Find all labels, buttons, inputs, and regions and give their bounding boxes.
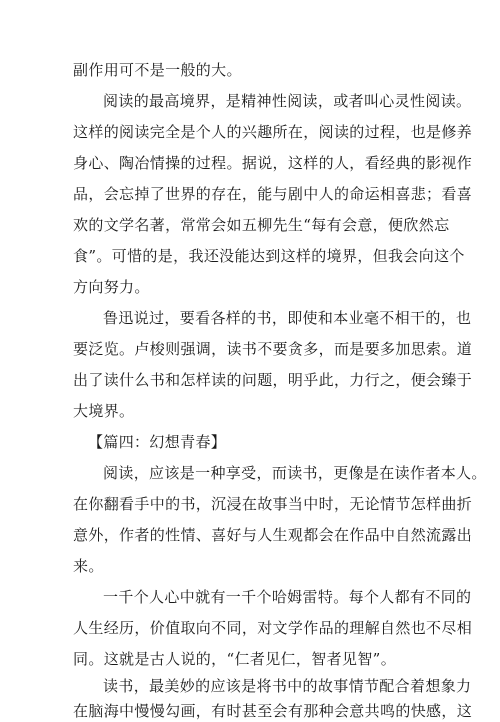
text-line: 方向努力。 — [73, 278, 150, 296]
text-line: 在脑海中慢慢勾画，有时甚至会有那种会意共鸣的快感，这 — [73, 702, 473, 720]
text-line: 鲁迅说过，要看各样的书，即使和本业毫不相干的，也 — [103, 309, 472, 327]
text-line: 同。这就是古人说的，“仁者见仁，智者见智”。 — [73, 650, 397, 668]
text-line: 这样的阅读完全是个人的兴趣所在，阅读的过程，也是修养 — [73, 123, 473, 141]
text-line: 出了读什么书和怎样读的问题，明乎此，力行之，便会臻于 — [73, 371, 473, 389]
text-line: 阅读，应该是一种享受，而读书，更像是在读作者本人。 — [103, 464, 487, 482]
text-line: 来。 — [73, 557, 104, 575]
section-heading: 【篇四：幻想青春】 — [88, 433, 227, 451]
text-line: 在你翻看手中的书，沉浸在故事当中时，无论情节怎样曲折 — [73, 495, 473, 513]
text-line: 食”。可惜的是，我还没能达到这样的境界，但我会向这个 — [73, 247, 465, 265]
text-line: 大境界。 — [73, 402, 135, 420]
text-line: 品，会忘掉了世界的存在，能与剧中人的命运相喜悲；看喜 — [73, 185, 473, 203]
text-line: 要泛览。卢梭则强调，读书不要贪多，而是要多加思索。道 — [73, 340, 473, 358]
text-line: 意外，作者的性情、喜好与人生观都会在作品中自然流露出 — [73, 526, 473, 544]
text-line: 读书，最美妙的应该是将书中的故事情节配合着想象力 — [103, 677, 472, 695]
text-line: 欢的文学名著，常常会如五柳先生“每有会意，便欣然忘 — [73, 216, 450, 234]
text-line: 副作用可不是一般的大。 — [73, 61, 242, 79]
text-line: 阅读的最高境界，是精神性阅读，或者叫心灵性阅读。 — [103, 92, 472, 110]
text-line: 身心、陶冶情操的过程。据说，这样的人，看经典的影视作 — [73, 154, 473, 172]
text-line: 一千个人心中就有一千个哈姆雷特。每个人都有不同的 — [103, 588, 472, 606]
text-line: 人生经历，价值取向不同，对文学作品的理解自然也不尽相 — [73, 619, 473, 637]
